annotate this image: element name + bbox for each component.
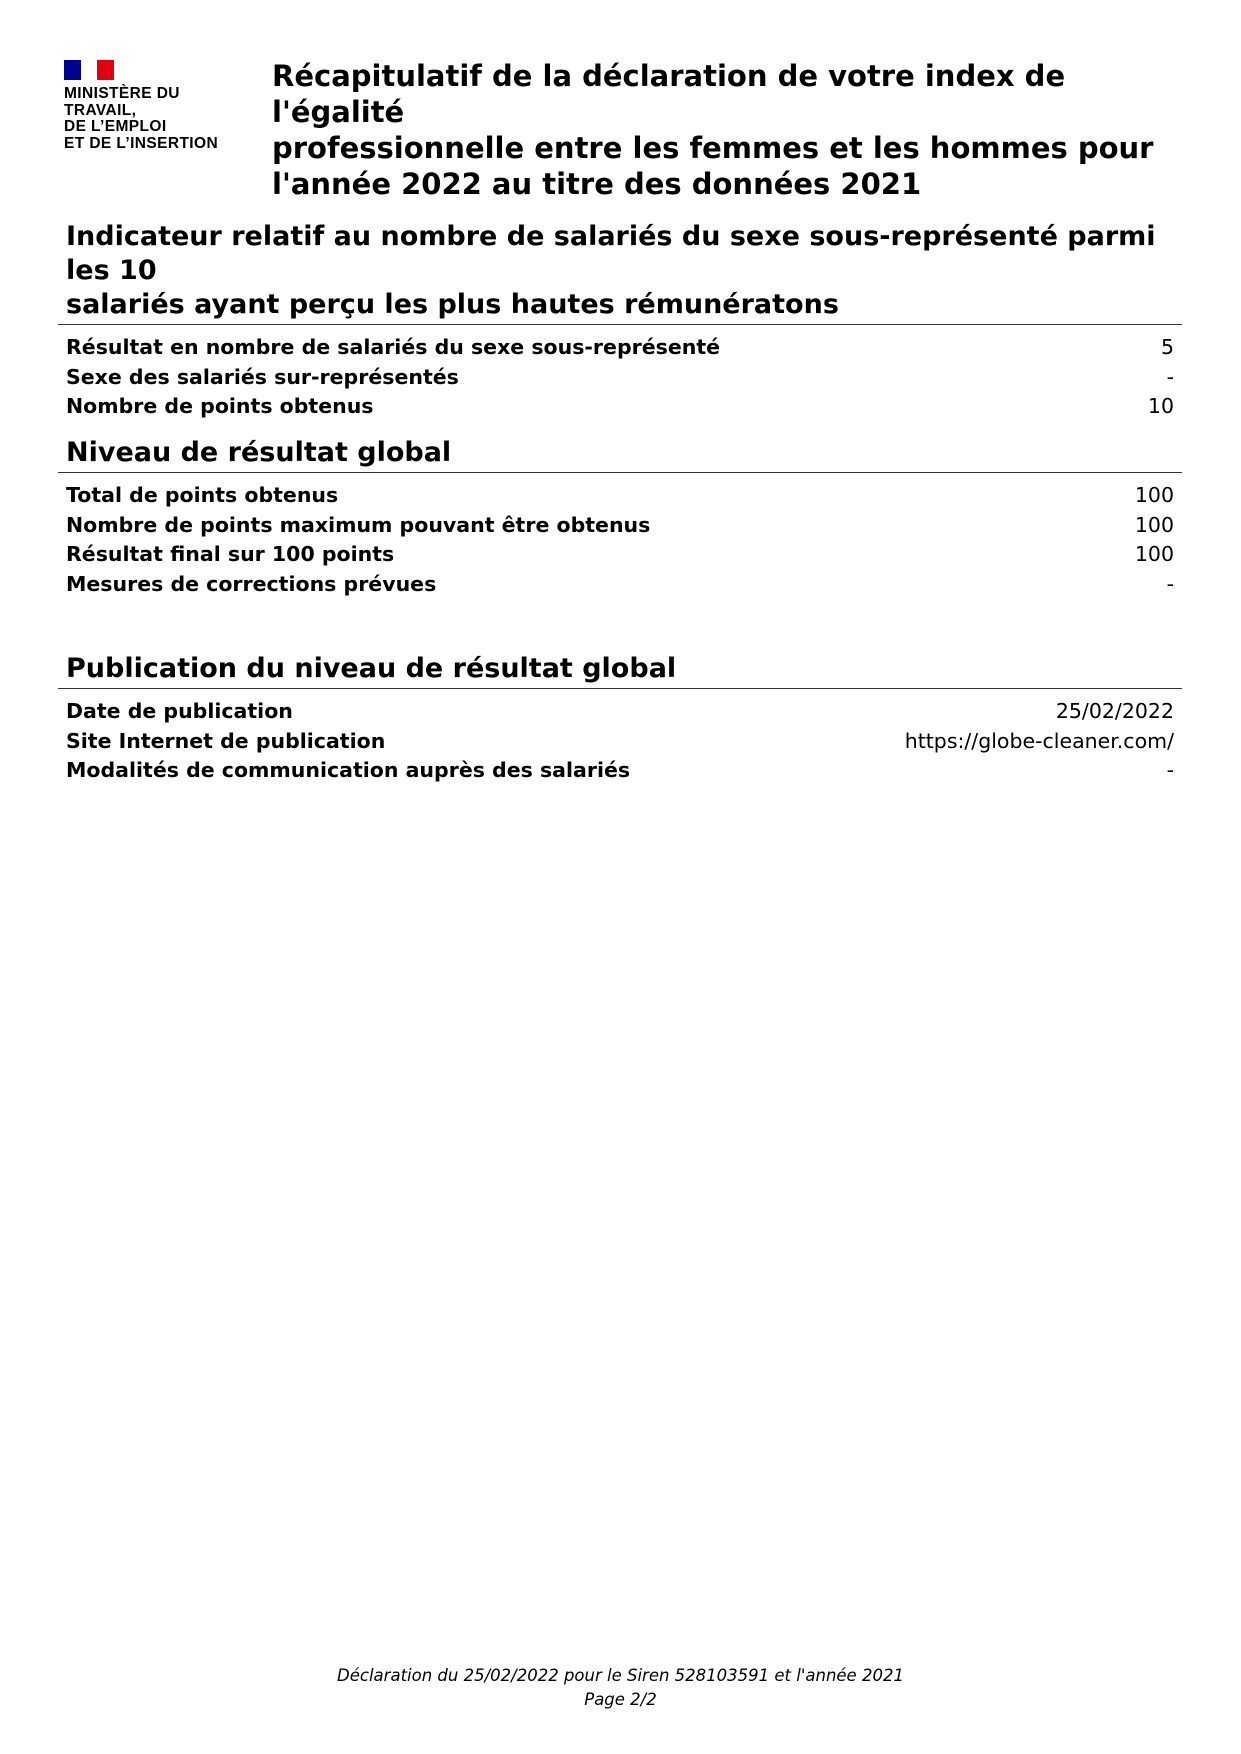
data-row [58,392,1182,422]
section-indicator-top-salaries [58,220,1182,422]
row-label: Site Internet de publication [66,728,386,753]
data-row [58,333,1182,363]
row-value: - [1166,758,1174,782]
page-footer [0,1664,1241,1712]
row-label: Total de points obtenus [66,483,339,507]
title-line: professionnelle entre les femmes et les hommes pour [272,131,1154,165]
ministry-name [64,86,254,152]
row-label: Date de publication [66,699,293,723]
document-title [272,58,1172,202]
page-number: Page 2/2 [584,1690,657,1709]
section-title [58,652,1182,689]
row-value: 100 [1134,512,1174,537]
section-publication [58,652,1182,786]
row-label: Sexe des salariés sur-représentés [66,364,459,389]
data-row [58,363,1182,393]
title-line: l'année 2022 au titre des données 2021 [272,167,922,201]
ministry-line: TRAVAIL, [64,101,137,119]
row-label: Nombre de points obtenus [66,394,374,418]
data-row [58,481,1182,511]
section-rows [58,697,1182,786]
row-value: 10 [1147,394,1174,418]
title-line: Récapitulatif de la déclaration de votre index de l'égalité [272,59,1066,129]
data-row [58,697,1182,727]
section-title [58,220,1182,325]
section-title-line: Indicateur relatif au nombre de salariés du sexe sous-représenté parmi les 10 [66,221,1156,286]
section-title-line: salariés ayant perçu les plus hautes rémunératons [66,289,839,320]
row-value: 5 [1160,335,1174,359]
section-title-line: Publication du niveau de résultat global [66,653,677,684]
row-value: 100 [1134,483,1174,507]
section-title-line: Niveau de résultat global [66,437,452,468]
publication-url: https://globe-cleaner.com/ [904,728,1174,753]
ministry-line: MINISTÈRE DU [64,85,180,102]
row-label: Résultat final sur 100 points [66,542,395,566]
marianne-flag-icon [64,60,114,80]
row-label: Mesures de corrections prévues [66,571,437,596]
row-value: 25/02/2022 [1055,699,1174,723]
data-row [58,727,1182,757]
row-label: Résultat en nombre de salariés du sexe sous-représenté [66,335,721,359]
data-row [58,540,1182,570]
row-label: Nombre de points maximum pouvant être obtenus [66,512,651,537]
data-row [58,511,1182,541]
flag-red [97,60,114,80]
row-value: - [1166,364,1174,389]
section-global-result [58,436,1182,599]
section-title [58,436,1182,473]
section-rows [58,481,1182,599]
row-value: 100 [1134,542,1174,566]
ministry-line: DE L’EMPLOI [64,118,167,135]
section-rows [58,333,1182,422]
row-value: - [1166,571,1174,596]
footer-declaration: Déclaration du 25/02/2022 pour le Siren 528103591 et l'année 2021 [337,1666,904,1685]
data-row [58,756,1182,786]
ministry-line: ET DE L’INSERTION [64,134,219,152]
row-label: Modalités de communication auprès des salariés [66,758,631,782]
data-row [58,570,1182,600]
ministry-logo [64,60,254,152]
